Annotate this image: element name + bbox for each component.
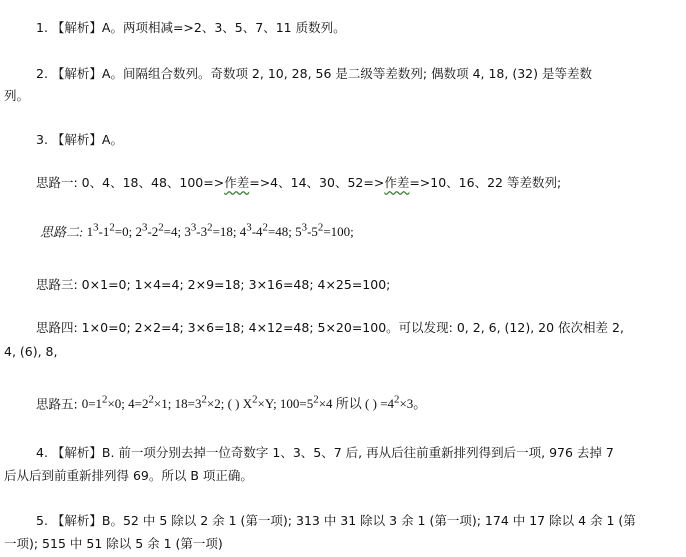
- thinking-4-line1: 思路四: 1×0=0; 2×2=4; 3×6=18; 4×12=48; 5×20=100。可以发现: 0, 2, 6, (12), 20 依次相差 2,: [36, 320, 624, 335]
- thinking-5: [36, 392, 426, 412]
- thinking-1-part-a: 思路一: 0、4、18、48、100=>: [36, 175, 225, 190]
- answer-4-text-line2: 后从后到前重新排列得 69。所以 B 项正确。: [4, 468, 253, 483]
- answer-2-text-line1: 2. 【解析】A。间隔组合数列。奇数项 2, 10, 28, 56 是二级等差数列; 偶数项 4, 18, (32) 是等差数: [36, 66, 592, 81]
- thinking-2: [40, 220, 354, 240]
- thinking-2-formula: $1^3-1^2=0$; $2^3-2^2=4$; $3^3-3^2=18$; $4^3-4^2=48$; $5^3-5^2=100$;: [86, 222, 354, 240]
- answer-5-text-line1: 5. 【解析】B。52 中 5 除以 2 余 1 (第一项); 313 中 31 除以 3 余 1 (第一项); 174 中 17 除以 4 余 1 (第: [36, 513, 636, 528]
- thinking-2-label: 思路二:: [40, 224, 84, 240]
- thinking-1: [36, 175, 561, 191]
- thinking-5-formula: $0=1^2\times 0$; $4=2^2\times 1$; $18=3^2\times 2$; ( ) $X^2\times Y$; $100=5^2\times 4$ 所以 ( ) $=4^2\times 3$。: [81, 394, 427, 412]
- answer-5-text-line2: 一项); 515 中 51 除以 5 余 1 (第一项): [4, 536, 223, 551]
- thinking-4-line2: 4, (6), 8,: [4, 344, 58, 359]
- answer-4-text-line1: 4. 【解析】B. 前一项分别去掉一位奇数字 1、3、5、7 后, 再从后往前重新排列得到后一项, 976 去掉 7: [36, 445, 614, 460]
- thinking-1-diff-1: 作差: [224, 175, 250, 190]
- answer-2-text-line2: 列。: [4, 88, 30, 103]
- answer-3-header: 3. 【解析】A。: [36, 132, 123, 147]
- thinking-3: 思路三: 0×1=0; 1×4=4; 2×9=18; 3×16=48; 4×25=100;: [36, 277, 391, 292]
- thinking-1-diff-2: 作差: [384, 175, 410, 190]
- thinking-1-part-c: =>4、14、30、52=>: [249, 175, 385, 190]
- answer-1-text: 1. 【解析】A。两项相减=>2、3、5、7、11 质数列。: [36, 20, 346, 35]
- thinking-1-part-e: =>10、16、22 等差数列;: [409, 175, 562, 190]
- thinking-5-label: 思路五:: [36, 396, 78, 412]
